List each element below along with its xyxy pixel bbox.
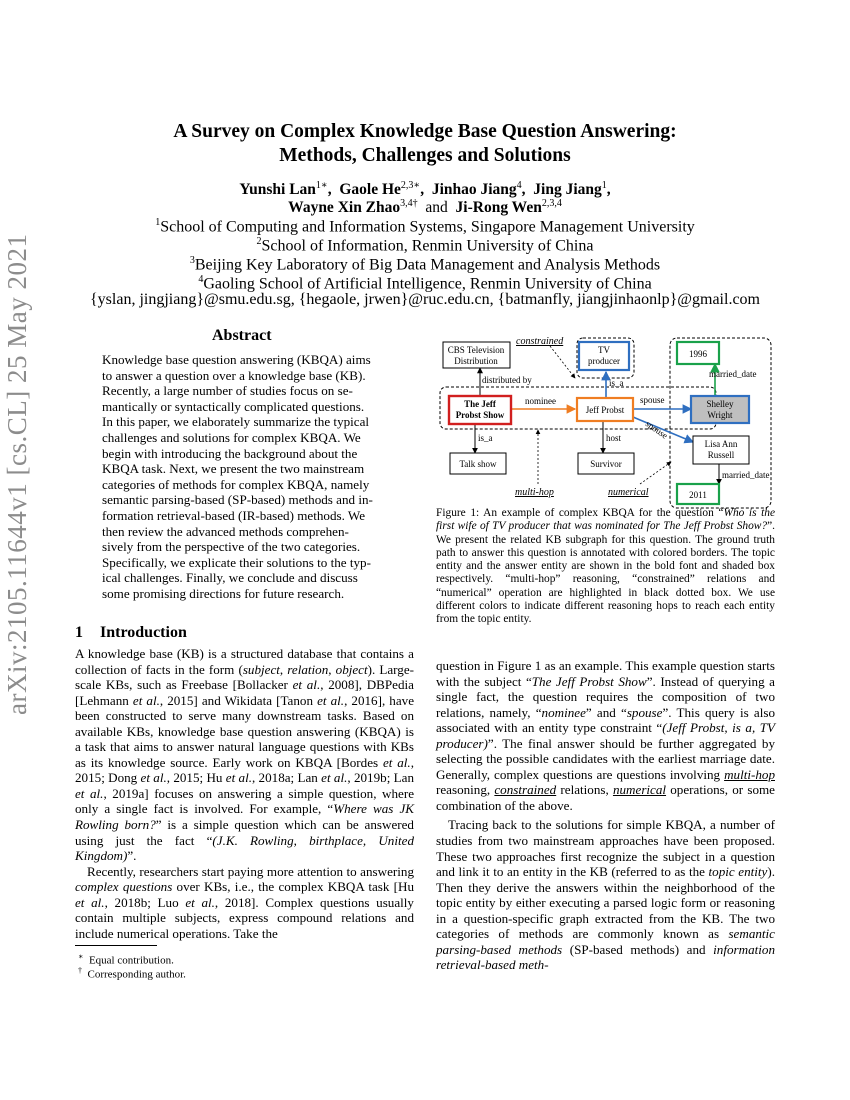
edge-label: distributed by xyxy=(482,375,532,385)
authors-line2: Wayne Xin Zhao$^{3,4\dagger}$ and Ji-Rong Wen$^{2,3,4}$ xyxy=(288,198,562,217)
node-label: Jeff Probst xyxy=(585,405,625,415)
node-label: Lisa Ann xyxy=(704,439,738,449)
constrained-label: constrained xyxy=(516,336,564,347)
abstract-line: categories of methods for complex KBQA, namely xyxy=(102,476,370,492)
multi-hop-label: multi-hop xyxy=(515,487,554,498)
abstract-line: to answer a question over a knowledge base (KB). xyxy=(102,367,366,383)
email-addresses: {yslan, jingjiang}@smu.edu.sg, {hegaole, jrwen}@ruc.edu.cn, {batmanfly, jiangjinhaonlp}@gmail.com xyxy=(90,291,760,308)
node-label: Distribution xyxy=(454,356,498,366)
node-label: CBS Television xyxy=(447,345,505,355)
abstract-heading: Abstract xyxy=(212,327,272,344)
abstract-line: some promising directions for future research. xyxy=(102,585,345,601)
node-label: TV xyxy=(598,345,610,355)
authors-line1: Yunshi Lan$^{1∗}$, Gaole $He^{2,3∗}$, Jinhao Jiang$^4$, Jing Jiang$^1$, xyxy=(239,180,611,199)
author-name: Jinhao Jiang xyxy=(431,181,517,199)
node-label: Survivor xyxy=(590,459,622,469)
author-name: Ji-Rong Wen xyxy=(455,199,542,217)
abstract-line: mantically or syntactically complicated questions. xyxy=(102,398,365,414)
edge-label: is_a xyxy=(478,433,493,443)
affiliation: $^4$Gaoling School of Artificial Intelligence, Renmin University of China xyxy=(198,274,652,293)
edge-label: host xyxy=(606,433,622,443)
author-name: Yunshi Lan xyxy=(239,181,316,199)
footnote-rule xyxy=(75,945,157,946)
paper-title-line1: A Survey on Complex Knowledge Base Question Answering: xyxy=(173,121,677,142)
author-name: Wayne Xin Zhao xyxy=(288,199,401,217)
abstract-line: semantic parsing-based (SP-based) methods and in- xyxy=(102,492,373,508)
abstract-body xyxy=(102,352,385,602)
affiliation: $^2$School of Information, Renmin University of China xyxy=(256,236,594,255)
node-label: Wright xyxy=(707,410,733,420)
abstract-line: Recently, a large number of studies focus on se- xyxy=(102,383,353,399)
node-label: Talk show xyxy=(459,459,497,469)
abstract-line: ical challenges. Finally, we conclude and discuss xyxy=(102,570,358,586)
numerical-pointer xyxy=(640,462,671,484)
author-name: Jing Jiang xyxy=(533,181,602,199)
paragraph: A knowledge base (KB) is a structured database that contains a collection of facts in the form (subject, relation, object). Large-scale KBs, such as Freebase [Bollacker et al., 2008], DBPedia [Lehmann et al., 2015] and Wikidata [Tanon et al., 2016], have been constructed to serve many downstream tasks. Based on available KBs, knowledge base question answering (KBQA) is a task that aims to answer natural language questions with KBs as its knowledge source. Early work on KBQA [Bordes et al., 2015; Dong et al., 2015; Hu et al., 2018a; Lan et al., 2019b; Lan et al., 2019a] focuses on answering a simple question, where only a single fact is involved. For example, “Where was JK Rowling born?” is a simple question which can be answered using just the fact “(J.K. Rowling, birthplace, United Kingdom)”. xyxy=(75,646,415,864)
abstract-line: formation retrieval-based (IR-based) methods. We xyxy=(102,507,366,523)
abstract-line: sively from the perspective of the two categories. xyxy=(102,539,361,555)
paragraph: Recently, researchers start paying more attention to answering complex questions over KBs, i.e., the complex KBQA task [Hu et al., 2018b; Luo et al., 2018]. Complex questions usually contain multiple subjects, express compound relations and include numerical operations. Take the xyxy=(75,863,414,941)
node-label: 2011 xyxy=(689,490,707,500)
edge-label: married_date xyxy=(722,470,770,480)
abstract-line: begin with introducing the background about the xyxy=(102,445,358,461)
paper-title-line2: Methods, Challenges and Solutions xyxy=(279,145,571,166)
intro-right-column xyxy=(436,658,775,973)
constrained-pointer xyxy=(550,346,575,378)
section-heading-introduction: 1 Introduction xyxy=(75,624,187,641)
abstract-line: Specifically, we explicate their solutions to the typ- xyxy=(102,554,371,570)
node-label: Shelley xyxy=(706,399,734,409)
paragraph: Tracing back to the solutions for simple KBQA, a number of studies from two mainstream approaches have been proposed. These two approaches first recognize the subject in a question and link it to an entity in the KB (referred to as the topic entity). Then they derive the answers within the neighborhood of the topic entity by either executing a parsed logic form or reasoning in a question-specific graph extracted from the KB. The two categories of methods are commonly known as semantic parsing-based methods (SP-based methods) and information retrieval-based meth- xyxy=(436,817,775,973)
affiliation: $^1$School of Computing and Information Systems, Singapore Management University xyxy=(155,217,695,236)
author-name: Gaole He xyxy=(339,181,401,199)
abstract-line: then review the advanced methods comprehen- xyxy=(102,523,349,539)
edge-label: spouse xyxy=(640,395,665,405)
figure-1-caption: Figure 1: An example of complex KBQA for the question “Who is the first wife of TV producer that was nominated for The Jeff Probst Show?”. We present the related KB subgraph for this question. The ground truth path to answer this question is annotated with colored borders. The topic entity and the answer entity are shown in the bold font and shaded box respectively. “multi-hop” reasoning, “constrained” relations and “numerical” operation are highlighted in black dotted box. We use different colors to indicate different reasoning hops to reach each entity from the topic entity. xyxy=(436,507,775,626)
abstract-line: In this paper, we elaborately summarize the typical xyxy=(102,414,370,430)
abstract-line: KBQA task. Next, we present the two mainstream xyxy=(102,461,365,477)
footnote-equal-contribution: ∗ Equal contribution. xyxy=(78,952,174,967)
paragraph: question in Figure 1 as an example. This example question starts with the subject “The Jeff Probst Show”. Instead of querying a single fact, the question requires the composition of two relations, namely, “nominee” and “spouse”. This query is also associated with an entity type constraint “(Jeff Probst, is a, TV producer)”. The final answer should be further aggregated by selecting the possible candidates with the earliest marriage date. Generally, complex questions are questions involving multi-hop reasoning, constrained relations, numerical operations, or some combination of the above. xyxy=(436,658,776,813)
node-label: Probst Show xyxy=(455,410,505,420)
node-label: producer xyxy=(588,356,620,366)
edge-label: nominee xyxy=(525,396,556,406)
edge-label: married_date xyxy=(709,369,757,379)
edge-label: is_a xyxy=(609,378,624,388)
footnote-corresponding-author: † Corresponding author. xyxy=(78,966,186,981)
abstract-line: challenges and solutions for complex KBQA. We xyxy=(102,429,361,445)
node-label: The Jeff xyxy=(464,399,496,409)
abstract-line: Knowledge base question answering (KBQA) aims xyxy=(102,352,371,367)
numerical-label: numerical xyxy=(608,487,649,498)
affiliation: $^3$Beijing Key Laboratory of Big Data Management and Analysis Methods xyxy=(189,255,661,274)
edge-label: spouse xyxy=(643,418,670,441)
node-label: 1996 xyxy=(689,349,707,359)
arxiv-stamp: arXiv:2105.11644v1 [cs.CL] 25 May 2021 xyxy=(2,233,32,715)
intro-left-column xyxy=(75,646,414,941)
node-label: Russell xyxy=(707,450,735,460)
figure-1-kb-subgraph xyxy=(435,332,775,510)
